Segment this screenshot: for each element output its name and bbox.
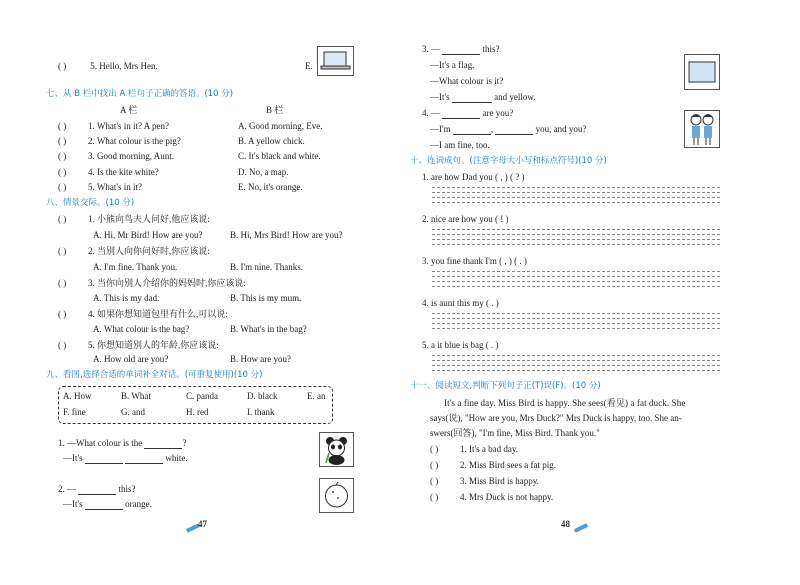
writing-line[interactable] — [432, 370, 720, 371]
laptop-icon — [318, 47, 353, 75]
writing-line[interactable] — [432, 360, 720, 361]
sec10-item: 4. is aunt this my ( . ) — [422, 298, 499, 308]
sec9-q1-line1: 1. —What colour is the ? — [58, 438, 187, 448]
answer-blank[interactable] — [85, 501, 123, 510]
sec8-option-b: B. I'm nine. Thanks. — [230, 262, 303, 272]
answer-blank[interactable] — [495, 126, 533, 135]
orange-picture — [319, 478, 354, 513]
sec7-row-b: B. A yellow chick. — [238, 136, 305, 146]
answer-blank[interactable] — [442, 46, 480, 55]
answer-blank[interactable] — [453, 126, 491, 135]
children-icon — [685, 111, 719, 147]
sec11-item: ( ) 4. Mrs Duck is not happy. — [430, 492, 554, 502]
sec10-item: 5. a it blue is bag ( . ) — [422, 340, 499, 350]
writing-line[interactable] — [432, 355, 720, 356]
sec8-option-b: B. What's in the bag? — [230, 324, 307, 334]
sec8-question: ( ) 3. 当你向别人介绍你的妈妈时,你应该说: — [58, 278, 246, 288]
passage-line: says(说), "How are you, Mrs Duck?" Mrs Duck is happy, too. She an- — [430, 413, 682, 423]
writing-line[interactable] — [432, 318, 720, 319]
right-q4-line1: 4. — are you? — [422, 108, 514, 118]
sec7-col-a: A 栏 — [120, 105, 138, 115]
writing-line[interactable] — [432, 197, 720, 198]
laptop-picture — [317, 46, 354, 76]
right-q3-line1: 3. — this? — [422, 44, 500, 54]
sec7-row-b: D. No, a map. — [238, 167, 289, 177]
writing-line[interactable] — [432, 281, 720, 282]
right-q4-line2: —I'm , you, and you? — [430, 124, 587, 134]
passage-line: swers(回答), "I'm fine, Miss Bird. Thank you." — [430, 428, 600, 438]
sec11-title: 十一、阅读短文,判断下列句子正(T)误(F)。(10 分) — [410, 381, 601, 391]
panda-icon — [320, 433, 353, 466]
writing-line[interactable] — [432, 202, 720, 203]
answer-blank[interactable] — [452, 94, 492, 103]
right-q4-line3: —I am fine, too. — [430, 140, 490, 150]
sec8-option-b: B. How are you? — [230, 354, 291, 364]
sec8-option-a: A. This is my dad. — [93, 293, 160, 303]
sec7-col-b: B 栏 — [266, 105, 284, 115]
sec7-row: ( ) 1. What's in it? A pen? — [58, 121, 169, 131]
word-bank-item: H. red — [186, 407, 209, 417]
sec7-row: ( ) 2. What colour is the pig? — [58, 136, 181, 146]
sec11-item: ( ) 2. Miss Bird sees a fat pig. — [430, 460, 556, 470]
sec10-item: 1. are how Dad you ( , ) ( ? ) — [422, 172, 525, 182]
passage-line: It's a fine day. Miss Bird is happy. She sees(看见) a fat duck. She — [444, 398, 686, 408]
writing-line[interactable] — [432, 276, 720, 277]
sec7-title: 七、从 B 栏中找出 A 栏句子正确的答语。(10 分) — [46, 89, 234, 99]
writing-line[interactable] — [432, 313, 720, 314]
word-bank-item: E. an — [307, 391, 326, 401]
panda-picture — [319, 432, 354, 467]
sec7-row-b: C. It's black and white. — [238, 151, 321, 161]
word-bank-item: D. black — [247, 391, 278, 401]
writing-line[interactable] — [432, 229, 720, 230]
answer-blank[interactable] — [442, 110, 480, 119]
right-q3-line2: —It's a flag. — [430, 60, 475, 70]
sec7-row: ( ) 5. What's in it? — [58, 182, 142, 192]
flag-icon — [685, 55, 719, 89]
sec7-row-b: A. Good morning, Eve. — [238, 121, 323, 131]
word-bank-item: B. What — [121, 391, 151, 401]
writing-line[interactable] — [432, 286, 720, 287]
page-number-left: 47 — [198, 519, 207, 529]
sec11-item: ( ) 3. Miss Bird is happy. — [430, 476, 539, 486]
writing-line[interactable] — [432, 244, 720, 245]
writing-line[interactable] — [432, 239, 720, 240]
sec8-option-a: A. I'm fine. Thank you. — [93, 262, 178, 272]
pencil-icon — [574, 523, 588, 533]
sec7-row: ( ) 4. Is the kite white? — [58, 167, 159, 177]
writing-line[interactable] — [432, 365, 720, 366]
right-q3-line3: —What colour is it? — [430, 76, 504, 86]
word-bank-item: C. panda — [186, 391, 218, 401]
flag-picture — [684, 54, 720, 90]
writing-line[interactable] — [432, 187, 720, 188]
answer-blank[interactable] — [85, 455, 123, 464]
left-q5-letter: E. — [305, 61, 313, 71]
word-bank-item: G. and — [121, 407, 145, 417]
writing-line[interactable] — [432, 271, 720, 272]
orange-icon — [320, 479, 353, 512]
two-children-picture — [684, 110, 720, 148]
sec8-option-b: B. This is my mum. — [230, 293, 302, 303]
sec7-row-b: E. No, it's orange. — [238, 182, 303, 192]
page-number-right: 48 — [561, 519, 570, 529]
word-bank-item: A. How — [63, 391, 92, 401]
sec9-q2-line1: 2. — this? — [58, 484, 136, 494]
answer-blank[interactable] — [144, 440, 182, 449]
sec10-title: 十、连词成句。(注意字母大小写和标点符号)(10 分) — [410, 156, 607, 166]
sec8-option-a: A. Hi, Mr Bird! How are you? — [93, 230, 203, 240]
sec8-option-a: A. What colour is the bag? — [93, 324, 190, 334]
sec10-item: 3. you fine thank I'm ( , ) ( . ) — [422, 256, 527, 266]
sec9-q1-line2: —It's white. — [63, 453, 188, 463]
answer-blank[interactable] — [78, 486, 116, 495]
sec8-title: 八、情景交际。(10 分) — [46, 198, 135, 208]
sec9-q2-line2: —It's orange. — [63, 499, 152, 509]
sec8-question: ( ) 4. 如果你想知道包里有什么,可以说: — [58, 309, 228, 319]
word-bank-item: I. thank — [247, 407, 275, 417]
writing-line[interactable] — [432, 234, 720, 235]
sec8-question: ( ) 5. 你想知道别人的年龄,你应该说: — [58, 340, 219, 350]
sec8-question: ( ) 1. 小熊向鸟夫人问好,他应该说: — [58, 214, 210, 224]
word-bank-box — [58, 386, 333, 424]
writing-line[interactable] — [432, 323, 720, 324]
sec8-question: ( ) 2. 当别人向你问好时,你应该说: — [58, 246, 210, 256]
right-q3-line4: —It's and yellow. — [430, 92, 536, 102]
answer-blank[interactable] — [125, 455, 163, 464]
sec7-row: ( ) 3. Good morning, Aunt. — [58, 151, 175, 161]
sec9-title: 九、看图,选择合适的单词补全对话。(可重复使用)(10 分) — [46, 370, 263, 380]
writing-line[interactable] — [432, 328, 720, 329]
sec8-option-b: B. Hi, Mrs Bird! How are you? — [230, 230, 343, 240]
left-q5-top: ( ) 5. Hello, Mrs Hen. — [58, 61, 158, 71]
sec8-option-a: A. How old are you? — [93, 354, 169, 364]
sec11-item: ( ) 1. It's a bad day. — [430, 444, 519, 454]
sec10-item: 2. nice are how you ( ! ) — [422, 214, 509, 224]
word-bank-item: F. fine — [63, 407, 86, 417]
writing-line[interactable] — [432, 192, 720, 193]
